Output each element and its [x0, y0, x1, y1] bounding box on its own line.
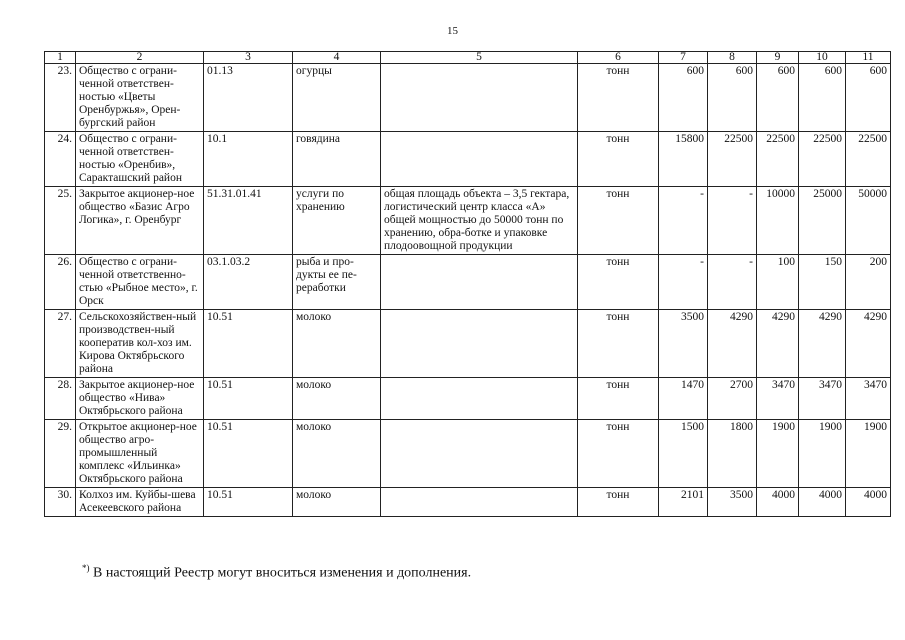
footnote-mark: *)	[82, 563, 90, 573]
activity-code: 51.31.01.41	[204, 187, 293, 255]
activity-code: 10.1	[204, 132, 293, 187]
value-col-11: 1900	[846, 420, 891, 488]
column-header: 2	[76, 52, 204, 64]
value-col-10: 1900	[799, 420, 846, 488]
table-row	[45, 488, 891, 517]
unit: тонн	[578, 187, 659, 255]
row-number: 24.	[45, 132, 76, 187]
product-name: говядина	[293, 132, 381, 187]
value-col-11: 3470	[846, 378, 891, 420]
row-number: 29.	[45, 420, 76, 488]
row-number: 28.	[45, 378, 76, 420]
value-col-10: 25000	[799, 187, 846, 255]
footnote	[82, 563, 471, 582]
table-row	[45, 310, 891, 378]
value-col-7: 3500	[659, 310, 708, 378]
description	[381, 420, 578, 488]
value-col-9: 22500	[757, 132, 799, 187]
product-name: молоко	[293, 378, 381, 420]
organization-name: Открытое акционер-ное общество агро-промышленный комплекс «Ильинка» Октябрьского района	[76, 420, 204, 488]
value-col-7: -	[659, 255, 708, 310]
column-header: 8	[708, 52, 757, 64]
description	[381, 132, 578, 187]
row-number: 25.	[45, 187, 76, 255]
product-name: огурцы	[293, 64, 381, 132]
table-row	[45, 187, 891, 255]
product-name: услуги по хранению	[293, 187, 381, 255]
value-col-8: -	[708, 255, 757, 310]
footnote-text: В настоящий Реестр могут вноситься изменения и дополнения.	[89, 565, 472, 581]
value-col-11: 4000	[846, 488, 891, 517]
column-number-row	[45, 52, 891, 64]
activity-code: 10.51	[204, 310, 293, 378]
value-col-7: -	[659, 187, 708, 255]
unit: тонн	[578, 255, 659, 310]
value-col-7: 1500	[659, 420, 708, 488]
row-number: 27.	[45, 310, 76, 378]
table-row	[45, 255, 891, 310]
column-header: 9	[757, 52, 799, 64]
unit: тонн	[578, 420, 659, 488]
value-col-11: 4290	[846, 310, 891, 378]
value-col-9: 4290	[757, 310, 799, 378]
product-name: молоко	[293, 310, 381, 378]
description: общая площадь объекта – 3,5 гектара, логистический центр класса «А» общей мощностью до 50000 тонн по хранению, обра-ботке и упаковке плодоовощной продукции	[381, 187, 578, 255]
column-header: 11	[846, 52, 891, 64]
value-col-7: 1470	[659, 378, 708, 420]
value-col-9: 600	[757, 64, 799, 132]
description	[381, 488, 578, 517]
table-row	[45, 132, 891, 187]
row-number: 23.	[45, 64, 76, 132]
table-row	[45, 420, 891, 488]
column-header: 3	[204, 52, 293, 64]
unit: тонн	[578, 132, 659, 187]
row-number: 26.	[45, 255, 76, 310]
value-col-11: 50000	[846, 187, 891, 255]
organization-name: Закрытое акционер-ное общество «Базис Агро Логика», г. Оренбург	[76, 187, 204, 255]
organization-name: Закрытое акционер-ное общество «Нива» Октябрьского района	[76, 378, 204, 420]
value-col-10: 150	[799, 255, 846, 310]
unit: тонн	[578, 488, 659, 517]
value-col-8: 2700	[708, 378, 757, 420]
table-row	[45, 64, 891, 132]
value-col-7: 15800	[659, 132, 708, 187]
column-header: 4	[293, 52, 381, 64]
organization-name: Колхоз им. Куйбы-шева Асекеевского района	[76, 488, 204, 517]
product-name: молоко	[293, 488, 381, 517]
value-col-11: 600	[846, 64, 891, 132]
product-name: молоко	[293, 420, 381, 488]
product-name: рыба и про-дукты ее пе-реработки	[293, 255, 381, 310]
activity-code: 10.51	[204, 378, 293, 420]
value-col-11: 22500	[846, 132, 891, 187]
value-col-9: 10000	[757, 187, 799, 255]
activity-code: 10.51	[204, 420, 293, 488]
organization-name: Сельскохозяйствен-ный производствен-ный кооператив кол-хоз им. Кирова Октябрьского района	[76, 310, 204, 378]
activity-code: 03.1.03.2	[204, 255, 293, 310]
value-col-10: 22500	[799, 132, 846, 187]
value-col-10: 4290	[799, 310, 846, 378]
column-header: 6	[578, 52, 659, 64]
description	[381, 64, 578, 132]
value-col-9: 1900	[757, 420, 799, 488]
value-col-7: 600	[659, 64, 708, 132]
value-col-10: 4000	[799, 488, 846, 517]
description	[381, 378, 578, 420]
value-col-8: 3500	[708, 488, 757, 517]
activity-code: 10.51	[204, 488, 293, 517]
unit: тонн	[578, 378, 659, 420]
value-col-8: 22500	[708, 132, 757, 187]
unit: тонн	[578, 310, 659, 378]
description	[381, 310, 578, 378]
value-col-8: -	[708, 187, 757, 255]
value-col-9: 100	[757, 255, 799, 310]
value-col-9: 3470	[757, 378, 799, 420]
value-col-8: 1800	[708, 420, 757, 488]
row-number: 30.	[45, 488, 76, 517]
organization-name: Общество с ограни-ченной ответствен-ностью «Цветы Оренбуржья», Орен-бургский район	[76, 64, 204, 132]
value-col-7: 2101	[659, 488, 708, 517]
registry-table	[44, 51, 891, 517]
value-col-11: 200	[846, 255, 891, 310]
organization-name: Общество с ограни-ченной ответственно-стью «Рыбное место», г. Орск	[76, 255, 204, 310]
table-row	[45, 378, 891, 420]
value-col-10: 3470	[799, 378, 846, 420]
unit: тонн	[578, 64, 659, 132]
page-number: 15	[447, 25, 458, 37]
value-col-8: 4290	[708, 310, 757, 378]
description	[381, 255, 578, 310]
organization-name: Общество с ограни-ченной ответствен-ностью «Оренбив», Саракташский район	[76, 132, 204, 187]
column-header: 10	[799, 52, 846, 64]
value-col-10: 600	[799, 64, 846, 132]
column-header: 5	[381, 52, 578, 64]
value-col-8: 600	[708, 64, 757, 132]
value-col-9: 4000	[757, 488, 799, 517]
column-header: 1	[45, 52, 76, 64]
activity-code: 01.13	[204, 64, 293, 132]
column-header: 7	[659, 52, 708, 64]
